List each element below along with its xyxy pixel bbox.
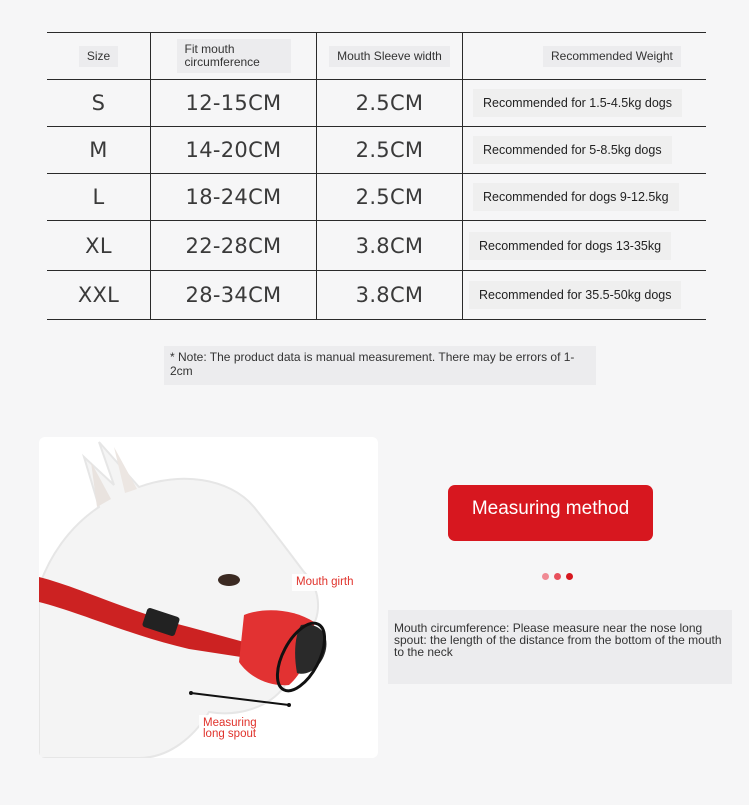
size-cell: XXL [47,271,151,320]
sleeve-cell: 2.5CM [317,174,463,221]
circumference-cell: 14-20CM [151,127,317,174]
dot-icon [554,573,561,580]
circumference-cell: 12-15CM [151,80,317,127]
table-row [47,80,706,127]
sleeve-cell: 2.5CM [317,127,463,174]
measurement-note: * Note: The product data is manual measurement. There may be errors of 1-2cm [164,346,596,385]
decorative-dots [542,567,578,575]
weight-cell: Recommended for dogs 13-35kg [463,221,707,271]
dog-eye [218,574,240,586]
weight-cell: Recommended for dogs 9-12.5kg [463,174,707,221]
header-circumference: Fit mouth circumference [151,33,317,80]
header-weight: Recommended Weight [463,33,707,80]
weight-cell: Recommended for 5-8.5kg dogs [463,127,707,174]
line-end-dot [287,703,291,707]
circumference-cell: 22-28CM [151,221,317,271]
sleeve-cell: 2.5CM [317,80,463,127]
table-header-row [47,33,706,80]
label-mouth-girth: Mouth girth [292,574,358,591]
table-row [47,271,706,320]
table-row [47,174,706,221]
weight-cell: Recommended for 35.5-50kg dogs [463,271,707,320]
size-cell: L [47,174,151,221]
method-description: Mouth circumference: Please measure near the nose long spout: the length of the distance from the bottom of the mouth to the neck [388,610,732,684]
dot-icon [542,573,549,580]
header-sleeve-width: Mouth Sleeve width [317,33,463,80]
weight-cell: Recommended for 1.5-4.5kg dogs [463,80,707,127]
table-row [47,221,706,271]
measuring-method-banner: Measuring method [448,485,653,541]
dog-illustration [39,437,378,758]
circumference-cell: 18-24CM [151,174,317,221]
dot-icon [566,573,573,580]
dog-photo-card [39,437,378,758]
size-cell: S [47,80,151,127]
size-cell: XL [47,221,151,271]
size-cell: M [47,127,151,174]
size-table [47,32,706,320]
label-measuring-spout: Measuring long spout [199,715,279,743]
sleeve-cell: 3.8CM [317,271,463,320]
circumference-cell: 28-34CM [151,271,317,320]
header-size: Size [47,33,151,80]
line-end-dot [189,691,193,695]
table-row [47,127,706,174]
sleeve-cell: 3.8CM [317,221,463,271]
